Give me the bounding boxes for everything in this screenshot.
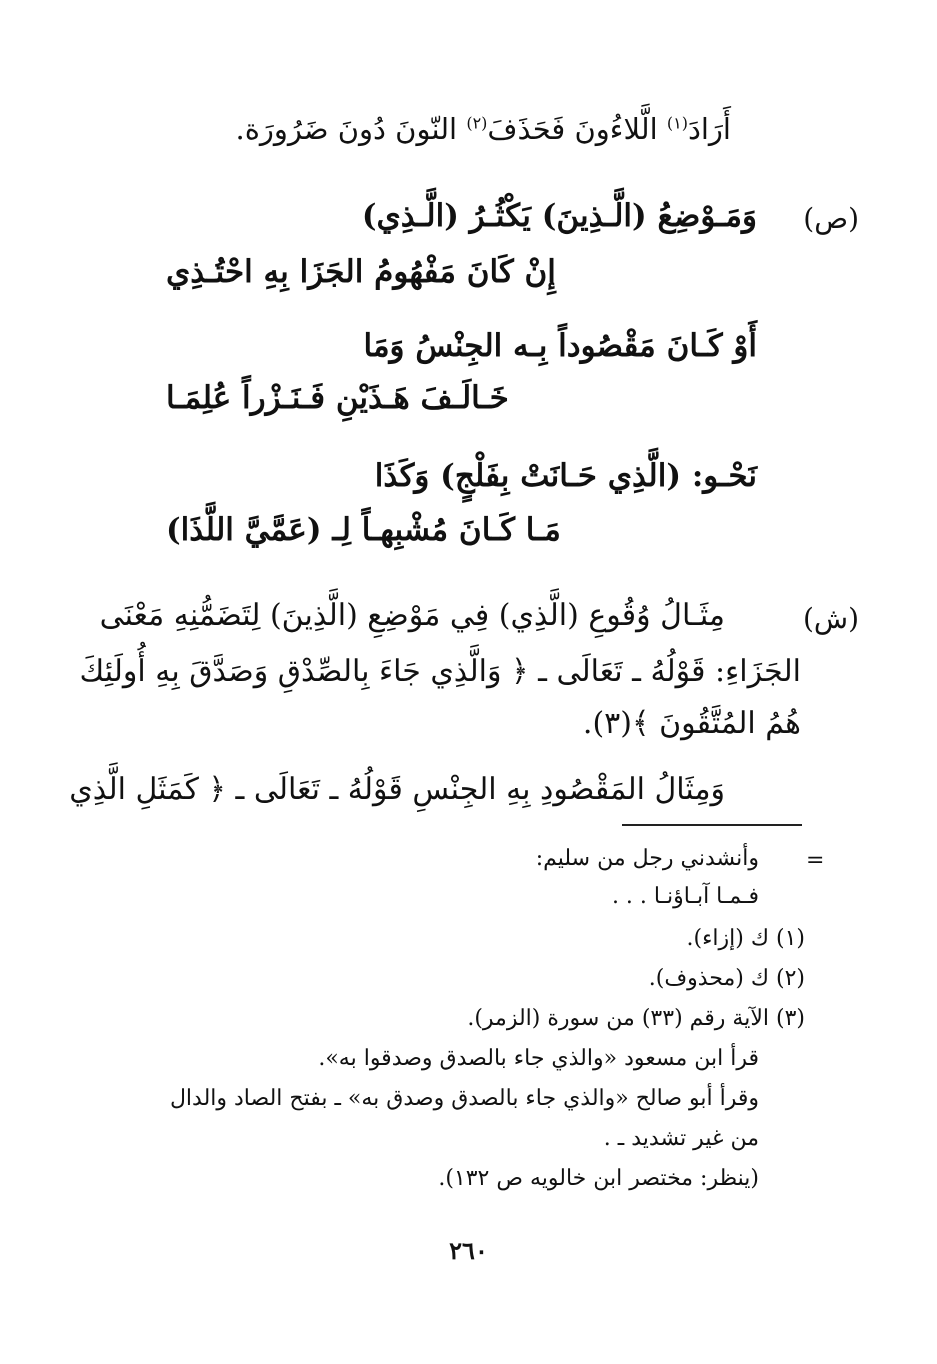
verse-line: مَـا كَـانَ مُشْبِهـاً لِـ (عَمَّيَّ اللَّذَا) bbox=[166, 512, 561, 548]
sharh-tag: (ش) bbox=[802, 602, 859, 635]
footnote-divider bbox=[622, 824, 802, 826]
opening-text-3: النّونَ دُونَ ضَرُورَة. bbox=[235, 112, 467, 146]
footnote-line: قرأ ابن مسعود «والذي جاء بالصدق وصدقوا به». bbox=[318, 1046, 759, 1071]
footnote-ref-2: (٢) bbox=[466, 113, 488, 133]
footnote-1: (١) ك (إزاء). bbox=[686, 926, 805, 951]
commentary-line: الجَزَاءِ: قَوْلُهُ ـ تَعَالَى ـ ﴿ وَالَّذِي جَاءَ بِالصِّدْقِ وَصَدَّقَ بِهِ أُولَئِكَ bbox=[79, 654, 801, 689]
verse-line: أَوْ كَـانَ مَقْصُوداً بِـه الجِنْسُ وَمَا bbox=[363, 328, 757, 364]
footnote-line: وأنشدني رجل من سليم: bbox=[535, 846, 759, 871]
verse-line: خَـالَـفَ هَـذَيْنِ فَـنَـزْراً عُلِمَـا bbox=[166, 380, 509, 416]
verse-line: إِنْ كَانَ مَفْهُومُ الجَزَا بِهِ احْتُـذِي bbox=[166, 254, 556, 290]
commentary-line: وَمِثَالُ المَقْصُودِ بِهِ الجِنْسِ قَوْلُهُ ـ تَعَالَى ـ ﴿ كَمَثَلِ الَّذِي bbox=[69, 772, 725, 807]
footnote-line: فـمـا آبـاؤنـا . . . bbox=[611, 884, 759, 909]
footnote-line: من غير تشديد ـ . bbox=[603, 1126, 759, 1151]
opening-text-1: أَرَادَ bbox=[687, 112, 731, 146]
continuation-mark: = bbox=[806, 848, 825, 873]
footnote-2: (٢) ك (محذوف). bbox=[648, 966, 805, 991]
opening-line bbox=[235, 112, 731, 146]
footnote-line: وقرأ أبو صالح «والذي جاء بالصدق وصدق به» ـ بفتح الصاد والدال bbox=[169, 1086, 759, 1111]
verse-line: وَمَـوْضِعُ (الَّـذِينَ) يَكْثُـرُ (الَّـذِي) bbox=[361, 198, 757, 234]
opening-text-2: الَّلاءُونَ فَحَذَفَ bbox=[487, 112, 667, 146]
footnote-line: (ينظر: مختصر ابن خالويه ص ١٣٢). bbox=[438, 1166, 759, 1191]
matn-tag: (ص) bbox=[803, 202, 859, 235]
commentary-line: هُمُ المُتَّقُونَ ﴾(٣). bbox=[582, 706, 801, 741]
verse-line: نَحْـو: (الَّذِي حَـانَتْ بِفَلْجٍ) وَكَذَا bbox=[374, 458, 757, 494]
footnote-ref-1: (١) bbox=[666, 113, 688, 133]
footnote-3: (٣) الآية رقم (٣٣) من سورة (الزمر). bbox=[467, 1006, 805, 1031]
page-number: ٢٦٠ bbox=[449, 1236, 488, 1265]
commentary-line: مِثَـالُ وُقُوعِ (الَّذِي) فِي مَوْضِعِ (الَّذِينَ) لِتَضَمُّنِهِ مَعْنَى bbox=[99, 598, 725, 633]
